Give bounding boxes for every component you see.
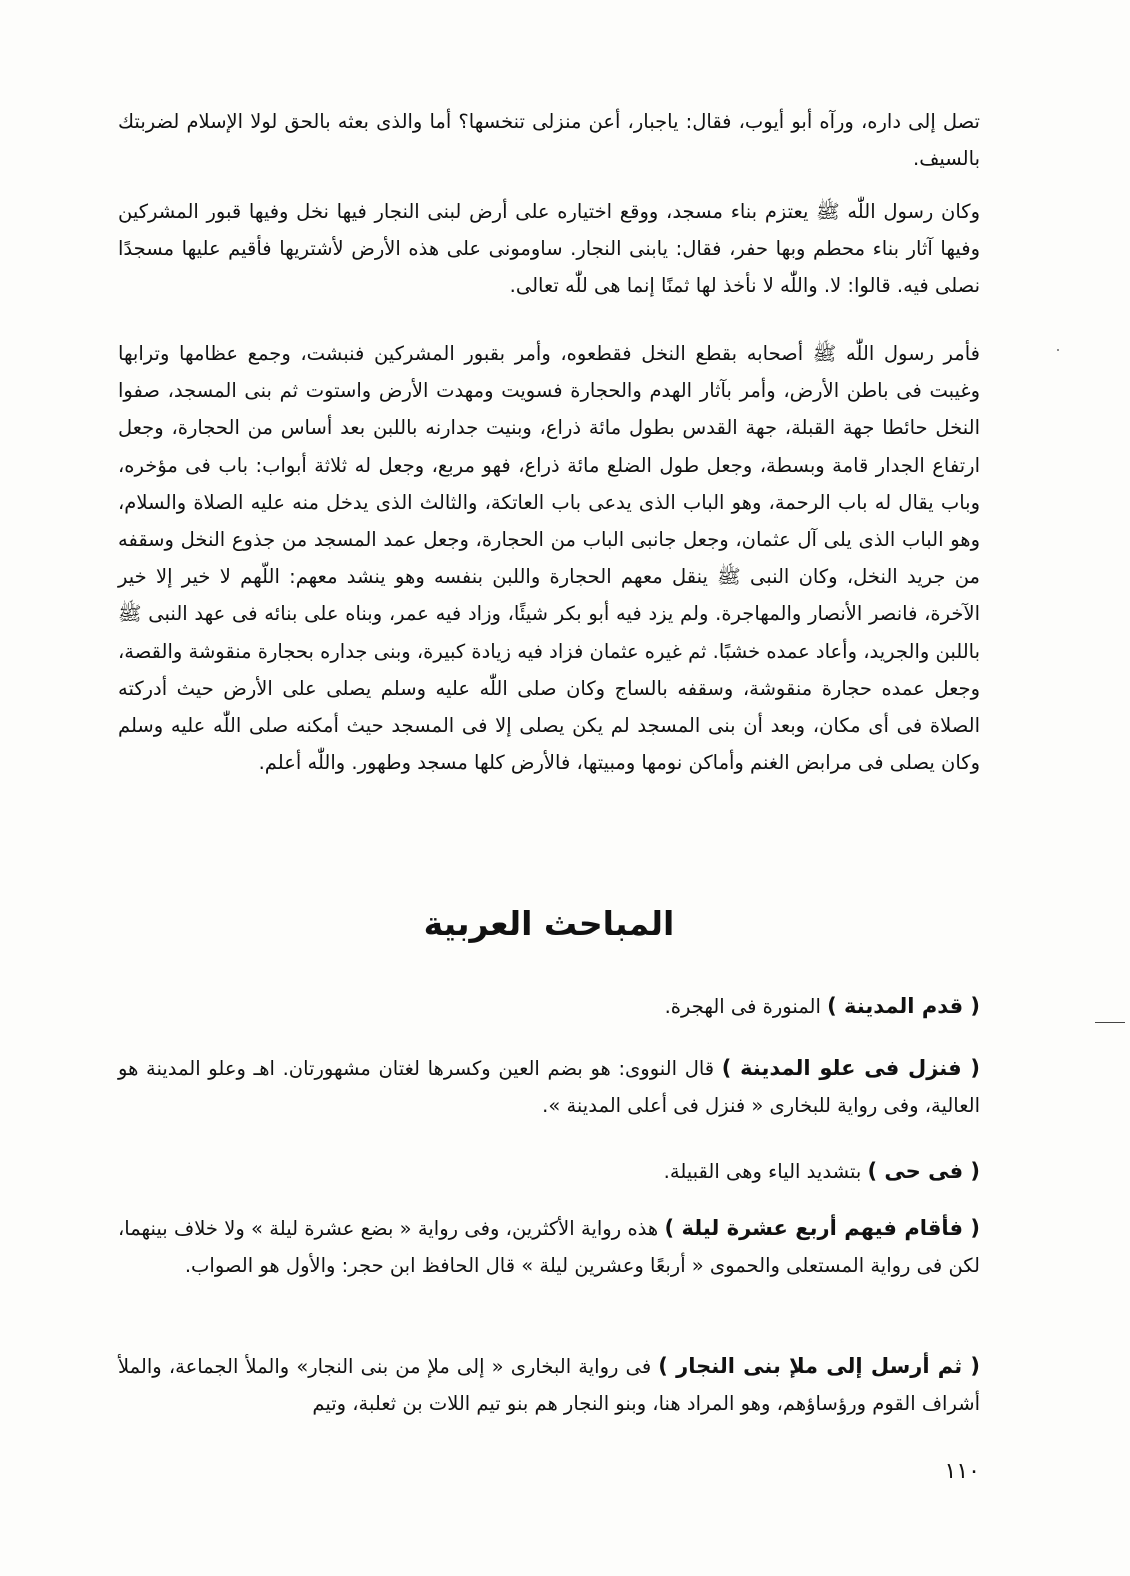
- body-paragraph: فأمر رسول اللّٰه ﷺ أصحابه بقطع النخل فقطعوه، وأمر بقبور المشركين فنبشت، وجمع عظامها وترابها وغيبت فى باطن الأرض، وأمر بآثار الهدم والحجارة فسويت ومهدت الأرض واستوت ثم بنى المسجد، صفوا النخل حائطا جهة القبلة، جهة القدس بطول مائة ذراع، وبنيت جدارنه باللبن بعد أساس من الحجارة، وجعل ارتفاع الجدار قامة وبسطة، وجعل طول الضلع مائة ذراع، فهو مربع، وجعل له ثلاثة أبواب: باب فى مؤخره، وباب يقال له باب الرحمة، وهو الباب الذى يدعى باب العاتكة، والثالث الذى يدخل منه عليه الصلاة والسلام، وهو الباب الذى يلى آل عثمان، وجعل جانبى الباب من الحجارة، وجعل عمد المسجد من جذوع النخل وسقفه من جريد النخل، وكان النبى ﷺ ينقل معهم الحجارة واللبن بنفسه وهو ينشد معهم: اللّهم لا خير إلا خير الآخرة، فانصر الأنصار والمهاجرة. ولم يزد فيه أبو بكر شيئًا، وزاد فيه عمر، وبناه على بنائه فى عهد النبى ﷺ باللبن والجريد، وأعاد عمده خشبًا. ثم غيره عثمان فزاد فيه زيادة كبيرة، وبنى جداره بحجارة منقوشة والقصة، وجعل عمده حجارة منقوشة، وسقفه بالساج وكان صلى اللّٰه عليه وسلم يصلى على الأرض حيث أدركته الصلاة فى أى مكان، وبعد أن بنى المسجد لم يكن يصلى إلا فى المسجد حيث أمكنه صلى اللّٰه عليه وسلم وكان يصلى فى مرابض الغنم وأماكن نومها ومبيتها، فالأرض كلها مسجد وطهور. واللّٰه أعلم.: [118, 342, 980, 775]
- gloss-text: بتشديد الياء وهى القبيلة.: [663, 1160, 868, 1183]
- gloss-text: فى رواية البخارى « إلى ملإ من بنى النجار» والملأ الجماعة، والملأ أشراف القوم ورؤساؤهم، وهو المراد هنا، وبنو النجار هم بنو تيم اللات بن ثعلبة، وتيم: [118, 1355, 980, 1416]
- gloss-entry: [118, 1153, 980, 1190]
- section-heading: المباحث العربية: [423, 904, 675, 943]
- gloss-term: ( فأقام فيهم أربع عشرة ليلة ): [664, 1216, 980, 1240]
- body-paragraph: وكان رسول اللّٰه ﷺ يعتزم بناء مسجد، ووقع اختياره على أرض لبنى النجار فيها نخل وفيها قبور المشركين وفيها آثار بناء محطم وبها حفر، فقال: يابنى النجار. ساومونى على هذه الأرض لأشتريها فأقيم عليها مسجدًا نصلى فيه. قالوا: لا. واللّٰه لا نأخذ لها ثمنًا إنما هى للّٰه تعالى.: [118, 200, 980, 298]
- gloss-term: ( فى حى ): [867, 1159, 980, 1183]
- gloss-text: المنورة فى الهجرة.: [664, 995, 828, 1018]
- gloss-term: ( قدم المدينة ): [827, 994, 980, 1018]
- gloss-term: ( فنزل فى علو المدينة ): [721, 1056, 980, 1080]
- gloss-term: ( ثم أرسل إلى ملإ بنى النجار ): [658, 1354, 981, 1378]
- page-number: ١١٠: [944, 1459, 980, 1484]
- gloss-text: قال النووى: هو بضم العين وكسرها لغتان مشهورتان. اهـ وعلو المدينة هو العالية، وفى رواية للبخارى « فنزل فى أعلى المدينة ».: [118, 1057, 980, 1118]
- scan-speck: [1057, 349, 1059, 351]
- gloss-entry: [118, 1050, 980, 1124]
- scan-margin-mark: [1095, 1022, 1125, 1023]
- gloss-entry: [118, 988, 980, 1025]
- body-paragraph: تصل إلى داره، ورآه أبو أيوب، فقال: ياجبار، أعن منزلى تنخسها؟ أما والذى بعثه بالحق لولا الإسلام لضربتك بالسيف.: [118, 110, 980, 171]
- gloss-text: هذه رواية الأكثرين، وفى رواية « بضع عشرة ليلة » ولا خلاف بينهما، لكن فى رواية المستعلى والحموى « أربعًا وعشرين ليلة » قال الحافظ ابن حجر: والأول هو الصواب.: [118, 1217, 980, 1278]
- gloss-entry: [118, 1348, 980, 1422]
- gloss-entry: [118, 1210, 980, 1284]
